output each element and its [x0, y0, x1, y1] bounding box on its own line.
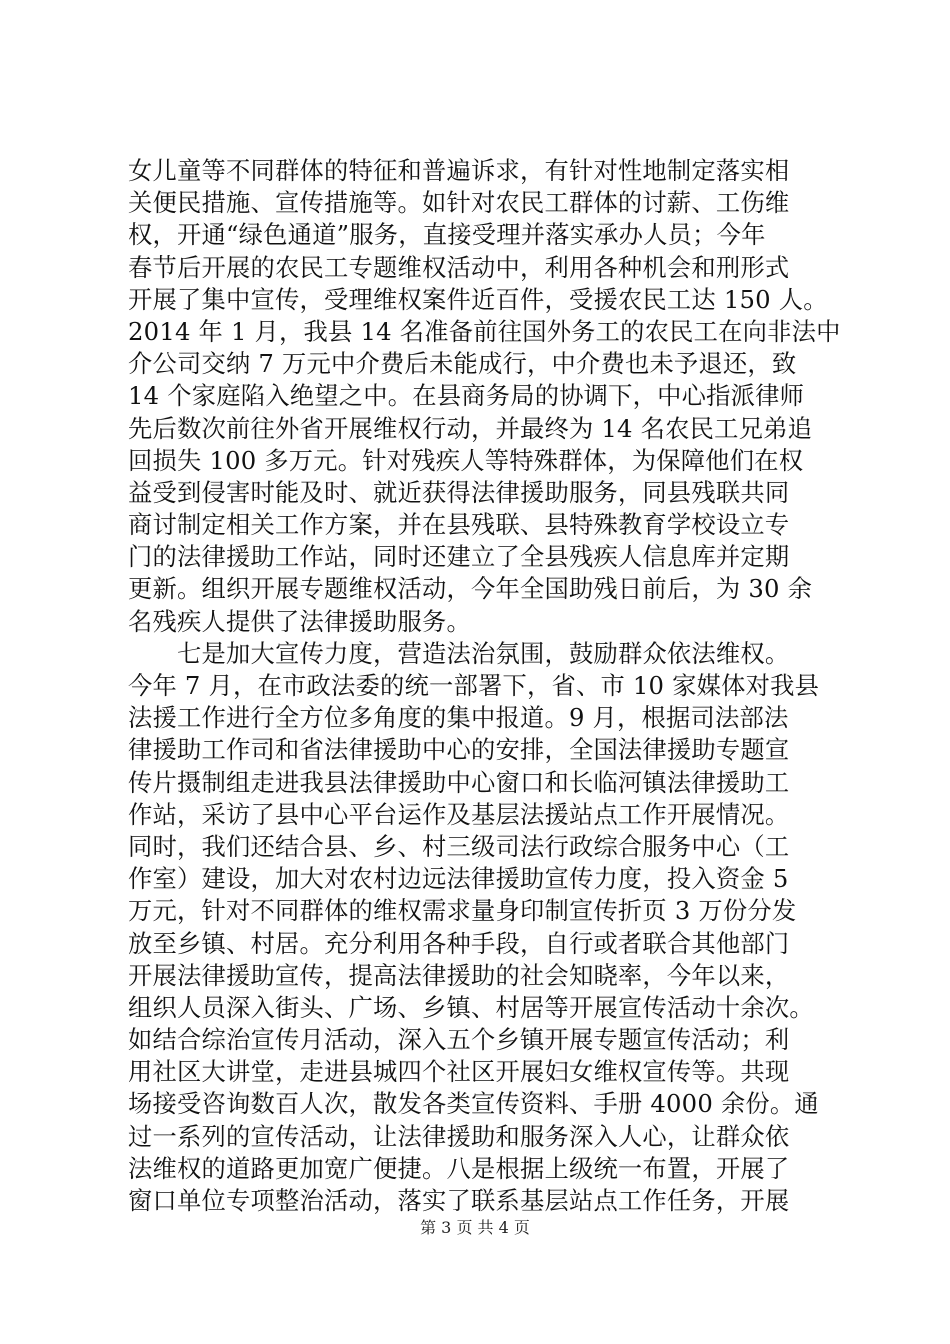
text-line: 法维权的道路更加宽广便捷。八是根据上级统一布置，开展了 — [128, 1153, 790, 1183]
text-line: 商讨制定相关工作方案，并在县残联、县特殊教育学校设立专 — [128, 510, 790, 540]
text-line: 窗口单位专项整治活动，落实了联系基层站点工作任务，开展 — [128, 1186, 790, 1215]
text-line: 作站，采访了县中心平台运作及基层法援站点工作开展情况。 — [128, 799, 790, 829]
text-line: 传片摄制组走进我县法律援助中心窗口和长临河镇法律援助工 — [128, 767, 790, 797]
text-line: 权，开通“绿色通道”服务，直接受理并落实承办人员；今年 — [128, 220, 766, 250]
text-line: 门的法律援助工作站，同时还建立了全县残疾人信息库并定期 — [128, 542, 790, 572]
text-line: 14 个家庭陷入绝望之中。在县商务局的协调下，中心指派律师 — [128, 381, 805, 411]
text-line: 回损失 100 多万元。针对残疾人等特殊群体，为保障他们在权 — [128, 445, 804, 475]
text-line: 益受到侵害时能及时、就近获得法律援助服务，同县残联共同 — [128, 477, 790, 507]
text-line: 开展了集中宣传，受理维权案件近百件，受援农民工达 150 人。 — [128, 284, 828, 314]
text-line: 关便民措施、宣传措施等。如针对农民工群体的讨薪、工伤维 — [128, 188, 790, 218]
text-line: 七是加大宣传力度，营造法治氛围，鼓励群众依法维权。 — [177, 638, 790, 668]
text-line: 组织人员深入街头、广场、乡镇、村居等开展宣传活动十余次。 — [128, 992, 814, 1022]
page-footer: 第 3 页 共 4 页 — [420, 1218, 530, 1237]
text-line: 律援助工作司和省法律援助中心的安排，全国法律援助专题宣 — [128, 735, 790, 765]
text-line: 用社区大讲堂，走进县城四个社区开展妇女维权宣传等。共现 — [128, 1057, 790, 1087]
text-line: 万元，针对不同群体的维权需求量身印制宣传折页 3 万份分发 — [128, 896, 797, 926]
text-line: 开展法律援助宣传，提高法律援助的社会知晓率，今年以来， — [128, 960, 790, 990]
text-line: 介公司交纳 7 万元中介费后未能成行，中介费也未予退还，致 — [128, 349, 797, 379]
text-line: 法援工作进行全方位多角度的集中报道。9 月，根据司法部法 — [128, 703, 789, 733]
text-line: 今年 7 月，在市政法委的统一部署下，省、市 10 家媒体对我县 — [128, 671, 820, 700]
text-line: 春节后开展的农民工专题维权活动中，利用各种机会和刑形式 — [128, 252, 790, 282]
text-line: 名残疾人提供了法律援助服务。 — [128, 606, 471, 636]
text-line: 作室）建设，加大对农村边远法律援助宣传力度，投入资金 5 — [128, 864, 789, 894]
text-line: 如结合综治宣传月活动，深入五个乡镇开展专题宣传活动；利 — [128, 1025, 790, 1055]
text-line: 更新。组织开展专题维权活动，今年全国助残日前后，为 30 余 — [128, 574, 813, 604]
text-line: 放至乡镇、村居。充分利用各种手段，自行或者联合其他部门 — [128, 928, 790, 958]
text-line: 过一系列的宣传活动，让法律援助和服务深入人心，让群众依 — [128, 1121, 790, 1151]
text-line: 场接受咨询数百人次，散发各类宣传资料、手册 4000 余份。通 — [128, 1089, 819, 1119]
text-line: 2014 年 1 月，我县 14 名准备前往国外务工的农民工在向非法中 — [128, 316, 841, 346]
document-body — [128, 155, 841, 1217]
text-line: 女儿童等不同群体的特征和普遍诉求，有针对性地制定落实相 — [128, 156, 790, 185]
text-line: 同时，我们还结合县、乡、村三级司法行政综合服务中心（工 — [128, 831, 790, 861]
text-line: 先后数次前往外省开展维权行动，并最终为 14 名农民工兄弟追 — [128, 413, 813, 443]
